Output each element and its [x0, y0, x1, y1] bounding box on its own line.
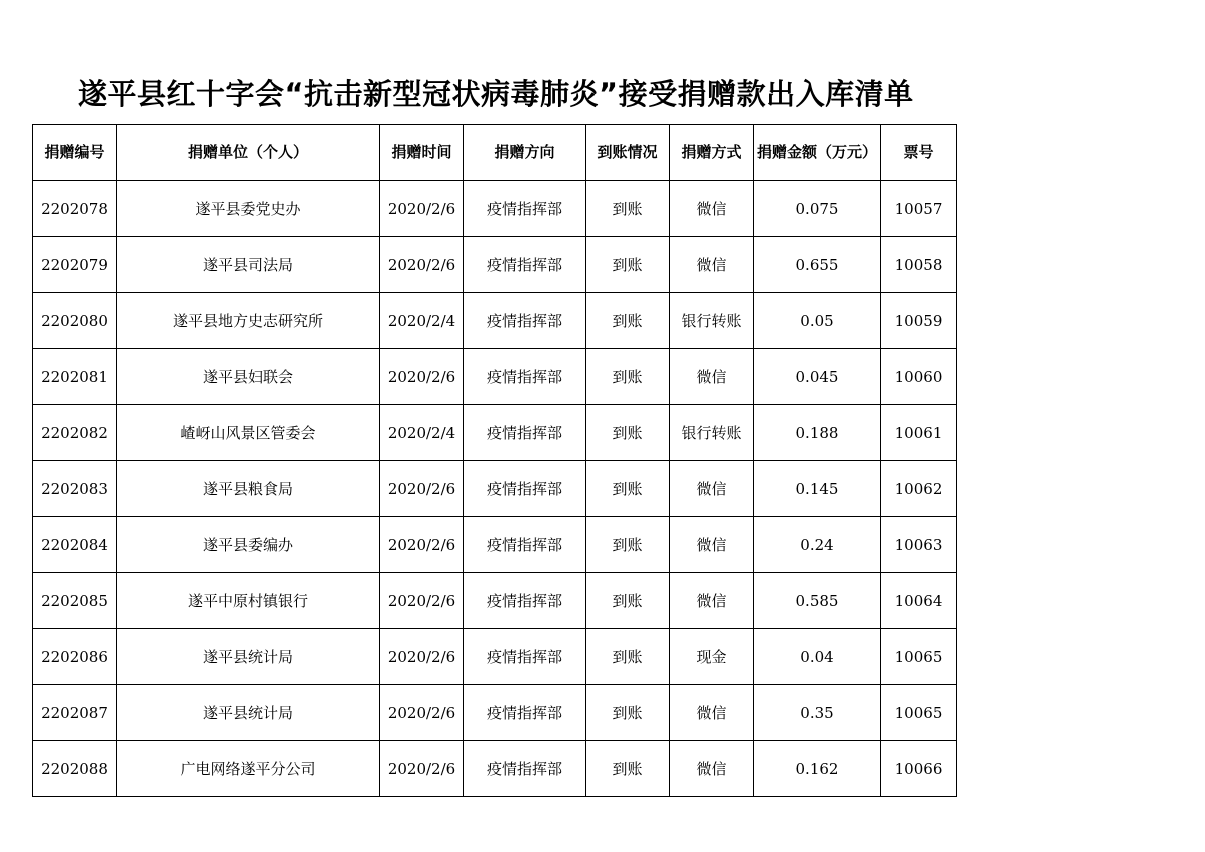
cell-donor: 遂平中原村镇银行	[117, 573, 380, 629]
cell-id: 2202083	[33, 461, 117, 517]
column-header-date: 捐赠时间	[380, 125, 464, 181]
column-header-ticket: 票号	[881, 125, 957, 181]
column-header-donor: 捐赠单位（个人）	[117, 125, 380, 181]
cell-method: 微信	[670, 517, 754, 573]
cell-date: 2020/2/6	[380, 573, 464, 629]
cell-donor: 遂平县妇联会	[117, 349, 380, 405]
cell-amount: 0.162	[754, 741, 881, 797]
cell-status: 到账	[586, 741, 670, 797]
cell-direction: 疫情指挥部	[464, 685, 586, 741]
cell-amount: 0.05	[754, 293, 881, 349]
cell-donor: 遂平县司法局	[117, 237, 380, 293]
cell-id: 2202079	[33, 237, 117, 293]
cell-status: 到账	[586, 685, 670, 741]
cell-method: 微信	[670, 349, 754, 405]
cell-status: 到账	[586, 405, 670, 461]
column-header-amount: 捐赠金额（万元）	[754, 125, 881, 181]
cell-ticket: 10064	[881, 573, 957, 629]
table-row	[33, 461, 957, 517]
table-header-row	[33, 125, 957, 181]
cell-amount: 0.045	[754, 349, 881, 405]
table-row	[33, 349, 957, 405]
cell-method: 微信	[670, 685, 754, 741]
cell-status: 到账	[586, 237, 670, 293]
cell-method: 银行转账	[670, 405, 754, 461]
column-header-id: 捐赠编号	[33, 125, 117, 181]
cell-method: 银行转账	[670, 293, 754, 349]
cell-ticket: 10060	[881, 349, 957, 405]
table-row	[33, 237, 957, 293]
cell-ticket: 10065	[881, 685, 957, 741]
cell-date: 2020/2/6	[380, 237, 464, 293]
cell-donor: 遂平县粮食局	[117, 461, 380, 517]
cell-method: 微信	[670, 237, 754, 293]
cell-date: 2020/2/4	[380, 293, 464, 349]
cell-date: 2020/2/6	[380, 629, 464, 685]
cell-direction: 疫情指挥部	[464, 573, 586, 629]
cell-status: 到账	[586, 293, 670, 349]
cell-status: 到账	[586, 349, 670, 405]
cell-donor: 遂平县地方史志研究所	[117, 293, 380, 349]
cell-ticket: 10063	[881, 517, 957, 573]
table-row	[33, 181, 957, 237]
cell-direction: 疫情指挥部	[464, 405, 586, 461]
cell-direction: 疫情指挥部	[464, 181, 586, 237]
cell-id: 2202084	[33, 517, 117, 573]
cell-direction: 疫情指挥部	[464, 629, 586, 685]
cell-amount: 0.24	[754, 517, 881, 573]
cell-ticket: 10062	[881, 461, 957, 517]
table-row	[33, 685, 957, 741]
table-row	[33, 293, 957, 349]
cell-date: 2020/2/6	[380, 741, 464, 797]
cell-date: 2020/2/6	[380, 685, 464, 741]
cell-donor: 嵖岈山风景区管委会	[117, 405, 380, 461]
cell-donor: 遂平县统计局	[117, 685, 380, 741]
cell-donor: 广电网络遂平分公司	[117, 741, 380, 797]
table-row	[33, 517, 957, 573]
column-header-status: 到账情况	[586, 125, 670, 181]
cell-donor: 遂平县委编办	[117, 517, 380, 573]
cell-date: 2020/2/6	[380, 181, 464, 237]
cell-ticket: 10057	[881, 181, 957, 237]
cell-id: 2202086	[33, 629, 117, 685]
page-title: 遂平县红十字会“抗击新型冠状病毒肺炎”接受捐赠款出入库清单	[78, 77, 914, 111]
cell-method: 微信	[670, 181, 754, 237]
cell-amount: 0.585	[754, 573, 881, 629]
cell-donor: 遂平县委党史办	[117, 181, 380, 237]
cell-id: 2202088	[33, 741, 117, 797]
table-row	[33, 405, 957, 461]
cell-amount: 0.075	[754, 181, 881, 237]
cell-ticket: 10065	[881, 629, 957, 685]
cell-method: 微信	[670, 461, 754, 517]
cell-direction: 疫情指挥部	[464, 517, 586, 573]
cell-amount: 0.655	[754, 237, 881, 293]
cell-method: 现金	[670, 629, 754, 685]
cell-date: 2020/2/4	[380, 405, 464, 461]
cell-status: 到账	[586, 517, 670, 573]
cell-ticket: 10058	[881, 237, 957, 293]
table-row	[33, 629, 957, 685]
cell-date: 2020/2/6	[380, 461, 464, 517]
cell-status: 到账	[586, 629, 670, 685]
cell-direction: 疫情指挥部	[464, 237, 586, 293]
column-header-direction: 捐赠方向	[464, 125, 586, 181]
cell-amount: 0.04	[754, 629, 881, 685]
cell-date: 2020/2/6	[380, 349, 464, 405]
cell-id: 2202078	[33, 181, 117, 237]
table-row	[33, 741, 957, 797]
cell-id: 2202082	[33, 405, 117, 461]
cell-amount: 0.188	[754, 405, 881, 461]
cell-donor: 遂平县统计局	[117, 629, 380, 685]
cell-amount: 0.145	[754, 461, 881, 517]
table-row	[33, 573, 957, 629]
cell-id: 2202080	[33, 293, 117, 349]
cell-amount: 0.35	[754, 685, 881, 741]
cell-method: 微信	[670, 573, 754, 629]
cell-status: 到账	[586, 181, 670, 237]
cell-date: 2020/2/6	[380, 517, 464, 573]
cell-ticket: 10066	[881, 741, 957, 797]
cell-direction: 疫情指挥部	[464, 293, 586, 349]
cell-ticket: 10059	[881, 293, 957, 349]
cell-status: 到账	[586, 461, 670, 517]
cell-status: 到账	[586, 573, 670, 629]
column-header-method: 捐赠方式	[670, 125, 754, 181]
cell-method: 微信	[670, 741, 754, 797]
cell-direction: 疫情指挥部	[464, 461, 586, 517]
cell-direction: 疫情指挥部	[464, 349, 586, 405]
cell-id: 2202087	[33, 685, 117, 741]
cell-id: 2202081	[33, 349, 117, 405]
donation-table	[32, 124, 957, 797]
cell-direction: 疫情指挥部	[464, 741, 586, 797]
cell-ticket: 10061	[881, 405, 957, 461]
cell-id: 2202085	[33, 573, 117, 629]
